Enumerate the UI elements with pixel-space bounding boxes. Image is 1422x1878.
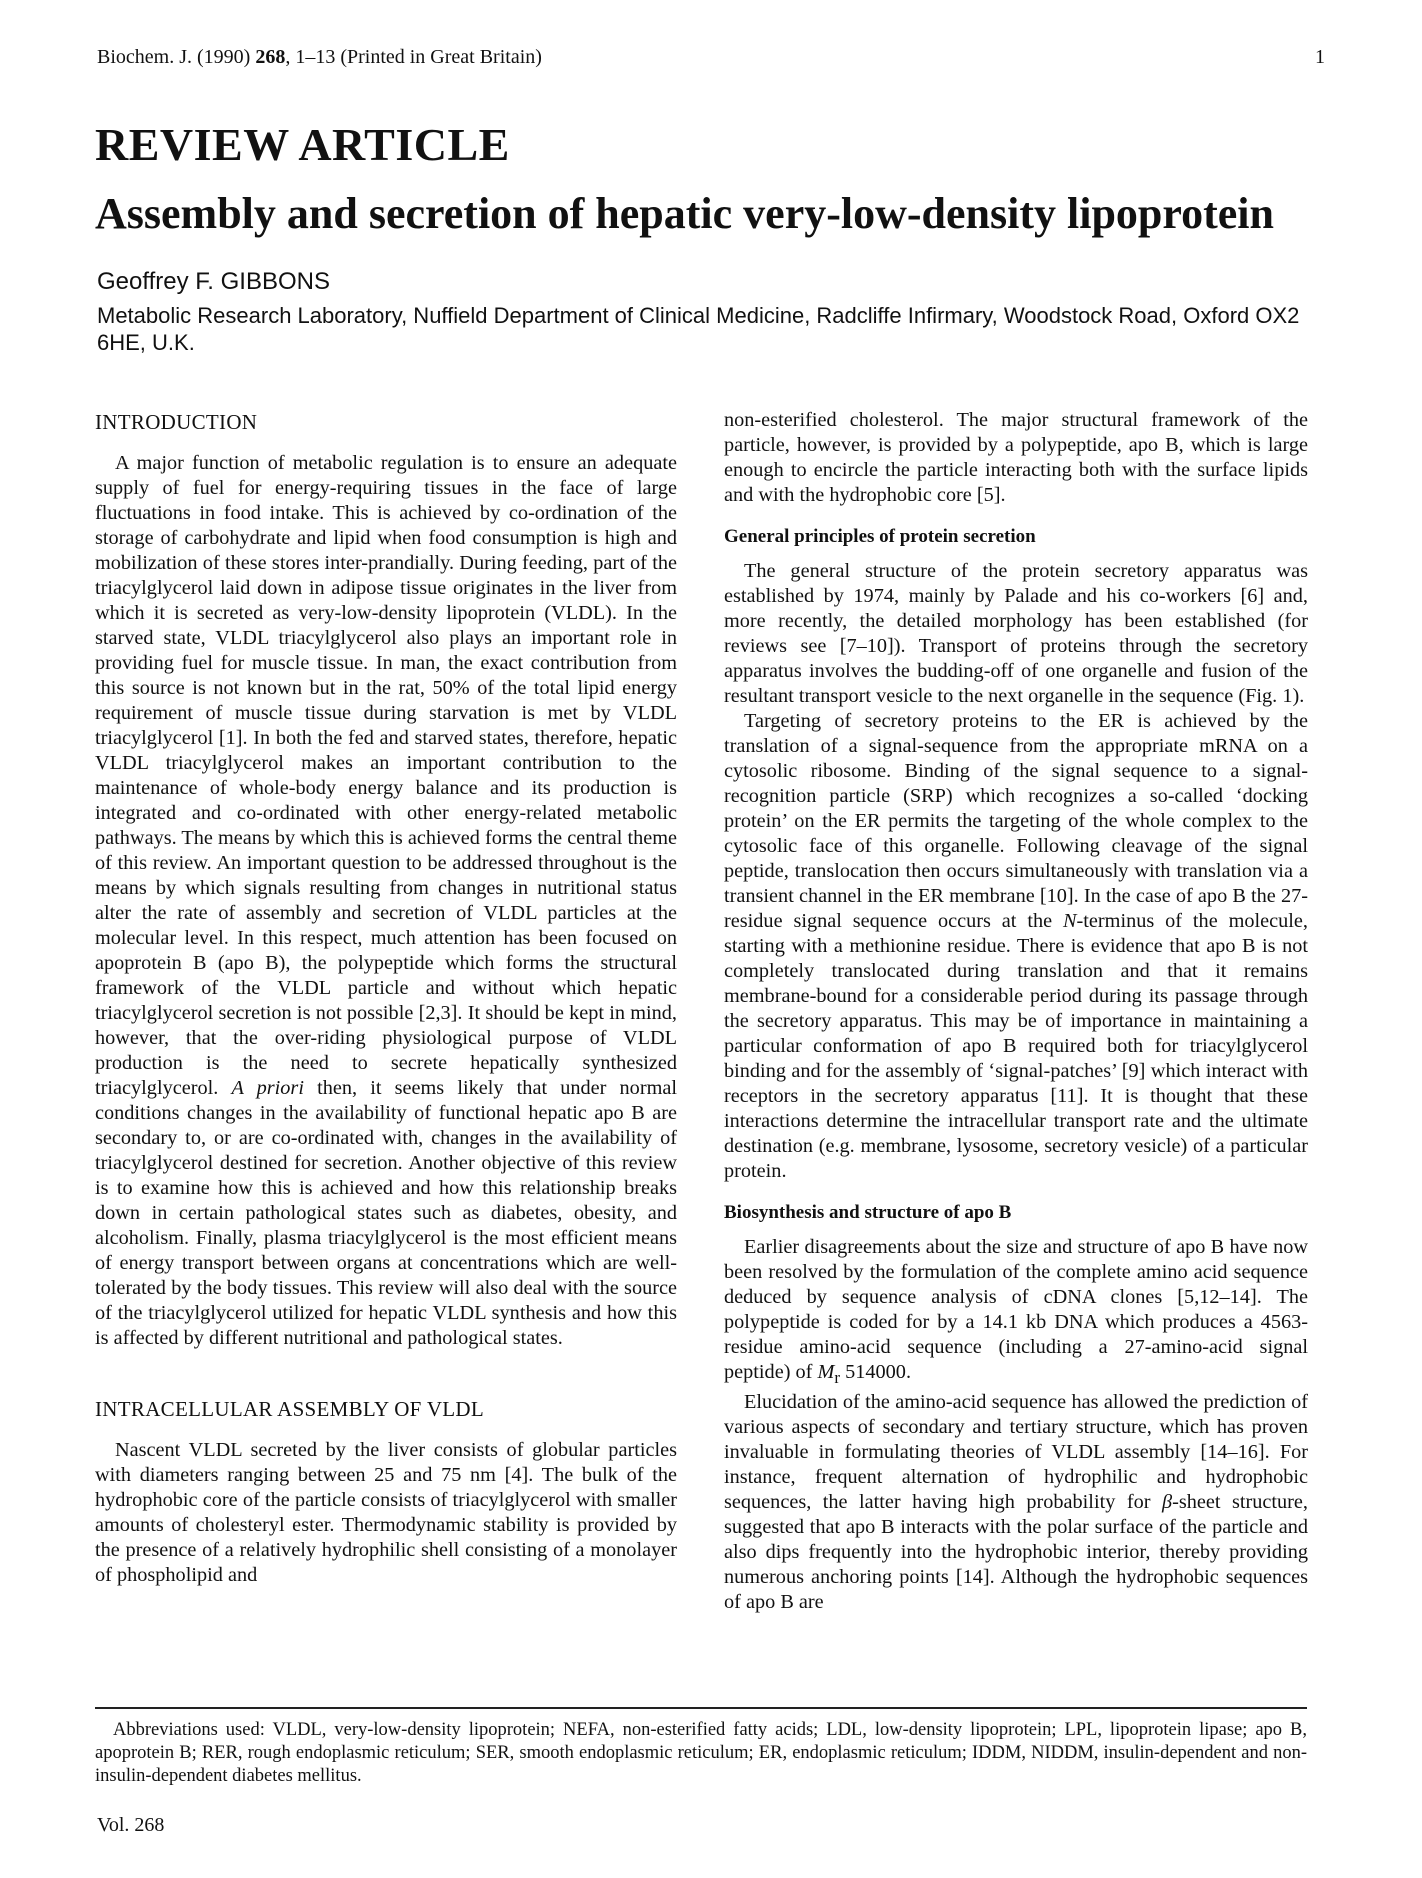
running-header <box>97 46 1325 76</box>
volume-number: 268 <box>255 46 286 68</box>
footer-volume: Vol. 268 <box>97 1814 165 1836</box>
author: Geoffrey F. GIBBONS <box>97 268 330 295</box>
right-column <box>724 408 1308 1615</box>
subsection-heading-protein-secretion: General principles of protein secretion <box>724 526 1036 547</box>
paragraph: Nascent VLDL secreted by the liver consists of globular particles with diameters ranging between 25 and 75 nm [4]. The bulk of the hydrophobic core of the particle consists of triacylglycerol with smaller amounts of cholesteryl ester. Thermodynamic stability is provided by the presence of a relatively hydrophilic shell consisting of a monolayer of phospholipid and <box>95 1439 677 1586</box>
article-title: Assembly and secretion of hepatic very-low-density lipoprotein <box>95 189 1274 238</box>
paragraph-continued: non-esterified cholesterol. The major structural framework of the particle, however, is provided by a polypeptide, apo B, which is large enough to encircle the particle interacting both with the surface lipids and with the hydrophobic core [5]. <box>724 409 1308 506</box>
section-heading-intracellular-assembly: INTRACELLULAR ASSEMBLY OF VLDL <box>95 1397 484 1421</box>
abbreviations-footnote: Abbreviations used: VLDL, very-low-density lipoprotein; NEFA, non-esterified fatty acids; LDL, low-density lipoprotein; LPL, lipoprotein lipase; apo B, apoprotein B; RER, rough endoplasmic reticulum; SER, smooth endoplasmic reticulum; ER, endoplasmic reticulum; IDDM, NIDDM, insulin-dependent and non-insulin-dependent diabetes mellitus. <box>95 1720 1307 1786</box>
left-column <box>95 410 677 1588</box>
subsection-heading-apo-b: Biosynthesis and structure of apo B <box>724 1202 1012 1223</box>
journal-citation: Biochem. J. (1990) 268, 1–13 (Printed in Great Britain) <box>97 46 542 68</box>
paragraph: Earlier disagreements about the size and structure of apo B have now been resolved by the formulation of the complete amino acid sequence deduced by sequence analysis of cDNA clones [5,12–14]. The polypeptide is coded for by a 14.1 kb DNA which produces a 4563-residue amino-acid sequence (including a 27-amino-acid signal peptide) of $M_r$ 514000. <box>724 1236 1308 1388</box>
article-type: REVIEW ARTICLE <box>95 119 510 170</box>
affiliation: Metabolic Research Laboratory, Nuffield Department of Clinical Medicine, Radcliffe Infirmary, Woodstock Road, Oxford OX2 6HE, U.K. <box>97 303 1300 355</box>
section-heading-introduction: INTRODUCTION <box>95 410 258 434</box>
paragraph: Elucidation of the amino-acid sequence has allowed the prediction of various aspects of secondary and tertiary structure, which has proven invaluable in formulating theories of VLDL assembly [14–16]. For instance, frequent alternation of hydrophilic and hydrophobic sequences, the latter having high probability for β-sheet structure, suggested that apo B interacts with the polar surface of the particle and also dips frequently into the hydrophobic interior, thereby providing numerous anchoring points [14]. Although the hydrophobic sequences of apo B are <box>724 1391 1308 1614</box>
paragraph: A major function of metabolic regulation is to ensure an adequate supply of fuel for energy-requiring tissues in the face of large fluctuations in food intake. This is achieved by co-ordination of the storage of carbohydrate and lipid when food consumption is high and mobilization of these stores inter-prandially. During feeding, part of the triacylglycerol laid down in adipose tissue originates in the liver from which it is secreted as very-low-density lipoprotein (VLDL). In the starved state, VLDL triacylglycerol also plays an important role in providing fuel for muscle tissue. In man, the exact contribution from this source is not known but in the rat, 50% of the total lipid energy requirement of muscle tissue during starvation is met by VLDL triacylglycerol [1]. In both the fed and starved states, therefore, hepatic VLDL triacylglycerol makes an important contribution to the maintenance of whole-body energy balance and its production is integrated and co-ordinated with other energy-related metabolic pathways. The means by which this is achieved forms the central theme of this review. An important question to be addressed throughout is the means by which signals resulting from changes in nutritional status alter the rate of assembly and secretion of VLDL particles at the molecular level. In this respect, much attention has been focused on apoprotein B (apo B), the polypeptide which forms the structural framework of the VLDL particle and without which hepatic triacylglycerol secretion is not possible [2,3]. It should be kept in mind, however, that the over-riding physiological purpose of VLDL production is the need to secrete hepatically synthesized triacylglycerol. A priori then, it seems likely that under normal conditions changes in the availability of functional hepatic apo B are secondary to, or are co-ordinated with, changes in the availability of triacylglycerol destined for secretion. Another objective of this review is to examine how this is achieved and how this relationship breaks down in certain pathological states such as diabetes, obesity, and alcoholism. Finally, plasma triacylglycerol is the most efficient means of energy transport between organs at concentrations which are well-tolerated by the body tissues. This review will also deal with the source of the triacylglycerol utilized for hepatic VLDL synthesis and how this is affected by different nutritional and pathological states. <box>95 452 677 1349</box>
page-number: 1 <box>1315 46 1325 68</box>
paragraph: Targeting of secretory proteins to the ER is achieved by the translation of a signal-sequence from the appropriate mRNA on a cytosolic ribosome. Binding of the signal sequence to a signal-recognition particle (SRP) which recognizes a so-called ‘docking protein’ on the ER permits the targeting of the whole complex to the cytosolic face of this organelle. Following cleavage of the signal peptide, translocation then occurs simultaneously with translation via a transient channel in the ER membrane [10]. In the case of apo B the 27-residue signal sequence occurs at the N-terminus of the molecule, starting with a methionine residue. There is evidence that apo B is not completely translocated during translation and that it remains membrane-bound for a considerable period during its passage through the secretory apparatus. This may be of importance in maintaining a particular conformation of apo B required both for triacylglycerol binding and for the assembly of ‘signal-patches’ [9] which interact with receptors in the secretory apparatus [11]. It is thought that these interactions determine the intracellular transport rate and the ultimate destination (e.g. membrane, lysosome, secretory vesicle) of a particular protein. <box>724 710 1308 1182</box>
paragraph: The general structure of the protein secretory apparatus was established by 1974, mainly by Palade and his co-workers [6] and, more recently, the detailed morphology has been established (for reviews see [7–10]). Transport of proteins through the secretory apparatus involves the budding-off of one organelle and fusion of the resultant transport vesicle to the next organelle in the sequence (Fig. 1). <box>724 560 1308 707</box>
footnote-divider <box>95 1707 1307 1709</box>
